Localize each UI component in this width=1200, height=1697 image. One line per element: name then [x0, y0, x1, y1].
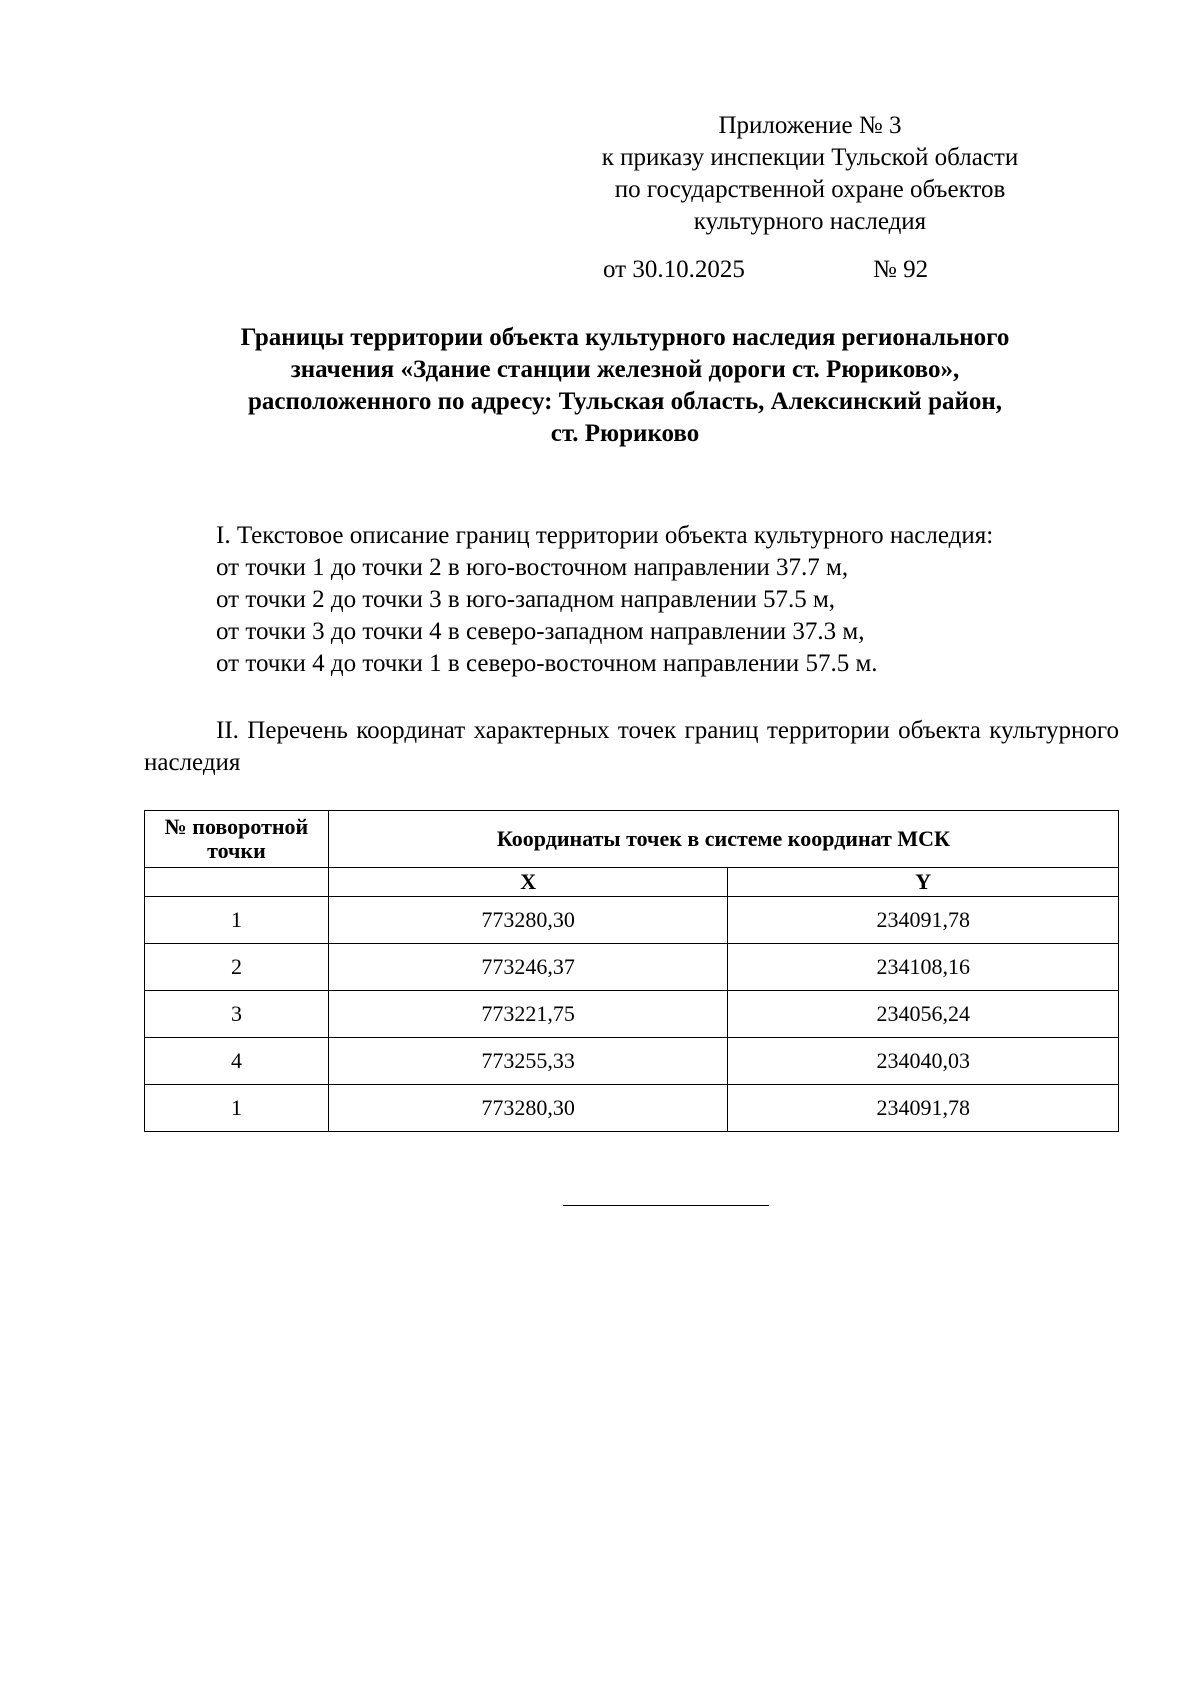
cell-y: 234091,78 — [728, 1085, 1119, 1132]
boundary-segment: от точки 2 до точки 3 в юго-западном направлении 57.5 м, — [216, 586, 836, 613]
order-date-number — [603, 254, 928, 286]
cell-point: 3 — [145, 991, 329, 1038]
cell-x: 773280,30 — [328, 897, 728, 944]
appendix-authority: по государственной охране объектов — [614, 176, 1006, 203]
cell-point: 4 — [145, 1038, 329, 1085]
title-line-2: значения «Здание станции железной дороги ст. Рюриково», — [290, 356, 960, 383]
cell-x: 773255,33 — [328, 1038, 728, 1085]
cell-y: 234108,16 — [728, 944, 1119, 991]
cell-point: 1 — [145, 897, 329, 944]
cell-y: 234040,03 — [728, 1038, 1119, 1085]
boundary-segment: от точки 1 до точки 2 в юго-восточном направлении 37.7 м, — [216, 554, 849, 581]
boundary-segment: от точки 4 до точки 1 в северо-восточном направлении 57.5 м. — [216, 650, 878, 677]
appendix-order-ref: к приказу инспекции Тульской области — [601, 144, 1019, 171]
table-subheader-row — [145, 868, 1119, 897]
cell-x: 773280,30 — [328, 1085, 728, 1132]
cell-x: 773246,37 — [328, 944, 728, 991]
boundary-segment: от точки 3 до точки 4 в северо-западном направлении 37.3 м, — [216, 618, 865, 645]
cell-x: 773221,75 — [328, 991, 728, 1038]
table-row — [145, 944, 1119, 991]
section-two-heading: II. Перечень координат характерных точек границ территории объекта культурного наследия — [144, 717, 1119, 776]
header-point-number: № поворотной точки — [145, 811, 329, 868]
appendix-title: Приложение № 3 — [718, 112, 902, 139]
table-row — [145, 897, 1119, 944]
order-date: от 30.10.2025 — [603, 256, 745, 283]
header-x: X — [328, 868, 728, 897]
order-number: № 92 — [873, 256, 929, 283]
table-header-row — [145, 811, 1119, 868]
coordinates-table — [144, 810, 1119, 1132]
header-coordinates: Координаты точек в системе координат МСК — [328, 811, 1118, 868]
boundary-description — [216, 520, 1136, 680]
title-line-4: ст. Рюриково — [550, 420, 700, 447]
title-line-1: Границы территории объекта культурного наследия регионального — [240, 324, 1010, 351]
end-divider — [563, 1205, 769, 1206]
header-empty — [145, 868, 329, 897]
table-row — [145, 991, 1119, 1038]
section-one-heading: I. Текстовое описание границ территории объекта культурного наследия: — [216, 522, 994, 549]
table-row — [145, 1038, 1119, 1085]
appendix-header — [560, 110, 1060, 238]
document-title — [150, 322, 1100, 450]
header-y: Y — [728, 868, 1119, 897]
cell-y: 234091,78 — [728, 897, 1119, 944]
table-row — [145, 1085, 1119, 1132]
cell-y: 234056,24 — [728, 991, 1119, 1038]
cell-point: 1 — [145, 1085, 329, 1132]
appendix-authority-cont: культурного наследия — [693, 208, 927, 235]
title-line-3: расположенного по адресу: Тульская область, Алексинский район, — [247, 388, 1003, 415]
cell-point: 2 — [145, 944, 329, 991]
